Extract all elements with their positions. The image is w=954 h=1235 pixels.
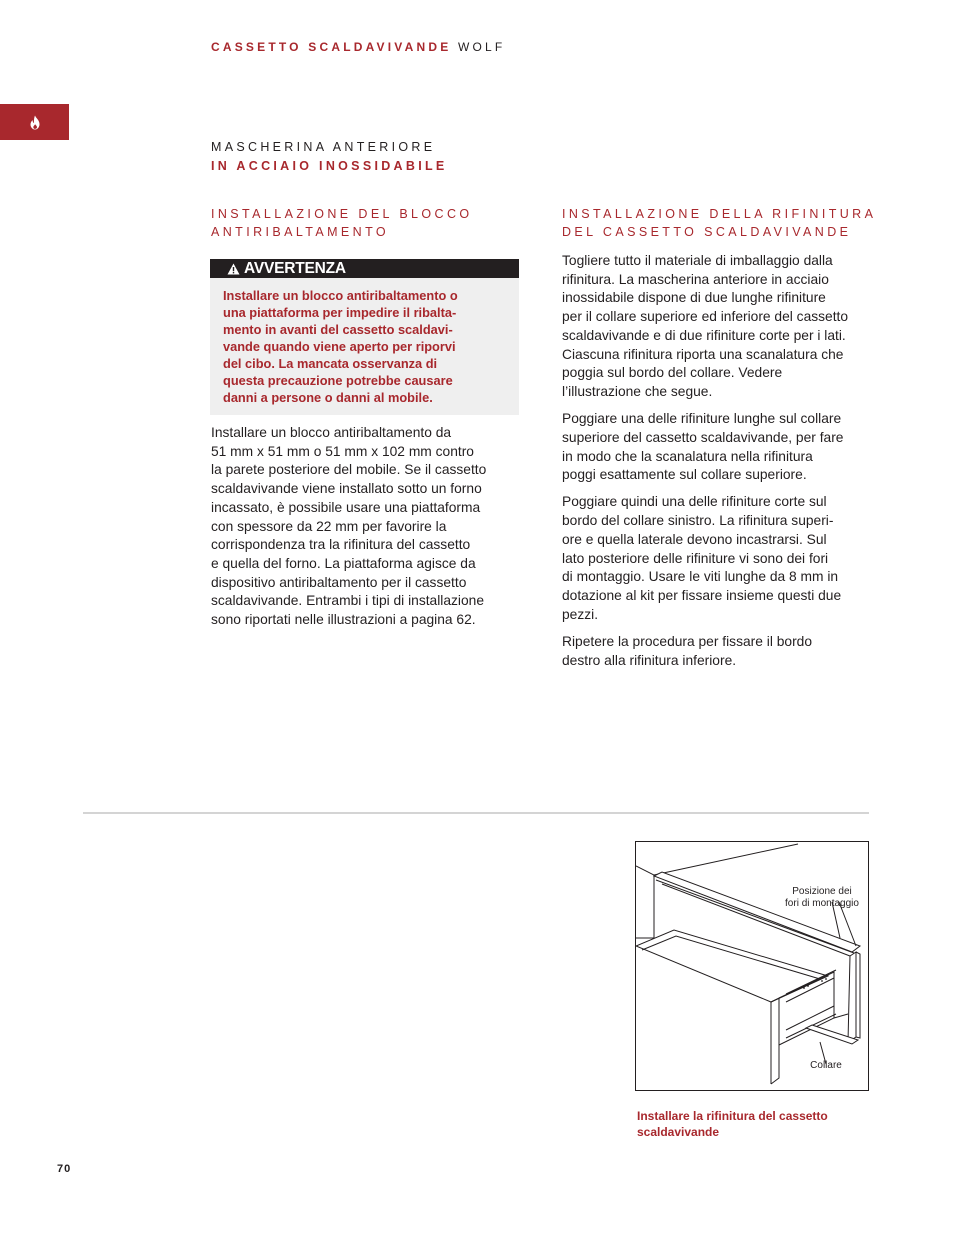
body-line: dispositivo antiribaltamento per il cassetto	[211, 574, 467, 590]
warning-line: mento in avanti del cassetto scaldavi-	[223, 322, 453, 337]
label-line: fori di montaggio	[785, 898, 859, 909]
body-line: sono riportati nelle illustrazioni a pagina 62.	[211, 612, 476, 628]
body-line: Installare un blocco antiribaltamento da	[211, 425, 452, 440]
running-head-product: CASSETTO SCALDAVIVANDE	[211, 40, 452, 54]
right-body-text	[562, 252, 887, 679]
paragraph	[562, 252, 887, 402]
body-line: con spessore da 22 mm per favorire la	[211, 518, 447, 534]
running-head-brand: WOLF	[457, 40, 506, 54]
flame-icon	[29, 115, 41, 130]
page-number: 70	[57, 1163, 72, 1175]
body-line: bordo del collare sinistro. La rifinitura superi-	[562, 513, 834, 529]
warning-line: una piattaforma per impedire il ribalta-	[223, 305, 457, 320]
body-line: incassato, è possibile usare una piattaforma	[211, 499, 481, 515]
body-line: Togliere tutto il materiale di imballaggio dalla	[562, 253, 833, 268]
body-line: in modo che la scanalatura nella rifinitura	[562, 448, 813, 464]
body-line: ore e quella laterale devono incastrarsi. Sul	[562, 531, 827, 547]
right-column-heading	[562, 205, 876, 241]
body-line: poggi esattamente sul collare superiore.	[562, 467, 807, 483]
warning-line: danni a persone o danni al mobile.	[223, 390, 433, 405]
paragraph	[562, 410, 887, 485]
body-line: rifinitura. La mascherina anteriore in acciaio	[562, 271, 829, 287]
body-line: Ripetere la procedura per fissare il bordo	[562, 633, 813, 649]
warning-line: vande quando viene aperto per riporvi	[223, 339, 456, 354]
paragraph	[562, 493, 887, 624]
body-line: l’illustrazione che segue.	[562, 383, 713, 399]
body-line: scaldavivande. Entrambi i tipi di installazione	[211, 593, 485, 609]
right-heading-line2: DEL CASSETTO SCALDAVIVANDE	[562, 225, 852, 239]
warning-line: Installare un blocco antiribaltamento o	[223, 288, 458, 303]
warning-bar	[210, 259, 519, 278]
body-line: scaldavivande viene installato sotto un forno	[211, 481, 482, 497]
caption-line: scaldavivande	[637, 1125, 720, 1139]
body-line: dotazione al kit per fissare insieme questi due	[562, 587, 842, 603]
body-line: Poggiare quindi una delle rifiniture corte sul	[562, 494, 827, 510]
warning-triangle-icon	[227, 263, 240, 275]
body-line: superiore del cassetto scaldavivande, per fare	[562, 429, 844, 445]
section-title	[211, 138, 448, 176]
body-line: pezzi.	[562, 606, 599, 622]
body-line: poggia sul bordo del collare. Vedere	[562, 365, 783, 381]
left-body-text	[211, 424, 523, 630]
caption-line: Installare la rifinitura del cassetto	[637, 1109, 828, 1123]
drawer-illustration	[635, 841, 869, 1091]
body-line: destro alla rifinitura inferiore.	[562, 652, 737, 668]
warning-label: AVVERTENZA	[244, 259, 346, 277]
body-line: la parete posteriore del mobile. Se il cassetto	[211, 462, 487, 478]
running-head	[211, 40, 505, 54]
body-line: 51 mm x 51 mm o 51 mm x 102 mm contro	[211, 443, 474, 459]
horizontal-divider	[83, 812, 869, 814]
figure-caption	[637, 1108, 877, 1140]
body-line: Poggiare una delle rifiniture lunghe sul collare	[562, 411, 842, 427]
body-line: per il collare superiore ed inferiore del cassetto	[562, 309, 849, 325]
body-line: scaldavivande e di due rifiniture corte per i lati.	[562, 327, 846, 343]
figure-label-holes	[778, 886, 866, 910]
left-heading-line1: INSTALLAZIONE DEL BLOCCO	[211, 207, 473, 221]
body-line: Ciascuna rifinitura riporta una scanalatura che	[562, 346, 844, 362]
warning-line: questa precauzione potrebbe causare	[223, 373, 453, 388]
side-tab	[0, 104, 69, 140]
section-title-line2: IN ACCIAIO INOSSIDABILE	[211, 159, 448, 173]
body-line: lato posteriore delle rifiniture vi sono dei fori	[562, 550, 829, 566]
right-heading-line1: INSTALLAZIONE DELLA RIFINITURA	[562, 207, 877, 221]
warning-box	[210, 278, 519, 415]
left-heading-line2: ANTIRIBALTAMENTO	[211, 225, 390, 239]
label-line: Posizione dei	[792, 886, 852, 897]
drawer-line-drawing	[636, 842, 869, 1091]
body-line: e quella del forno. La piattaforma agisce da	[211, 555, 476, 571]
body-line: di montaggio. Usare le viti lunghe da 8 mm in	[562, 569, 839, 585]
body-line: inossidabile dispone di due lunghe rifiniture	[562, 290, 826, 306]
left-column-heading	[211, 205, 473, 241]
warning-line: del cibo. La mancata osservanza di	[223, 356, 438, 371]
section-title-line1: MASCHERINA ANTERIORE	[211, 140, 436, 154]
body-line: corrispondenza tra la rifinitura del cassetto	[211, 537, 471, 553]
paragraph	[562, 633, 887, 670]
figure-label-collar: Collare	[810, 1060, 842, 1071]
